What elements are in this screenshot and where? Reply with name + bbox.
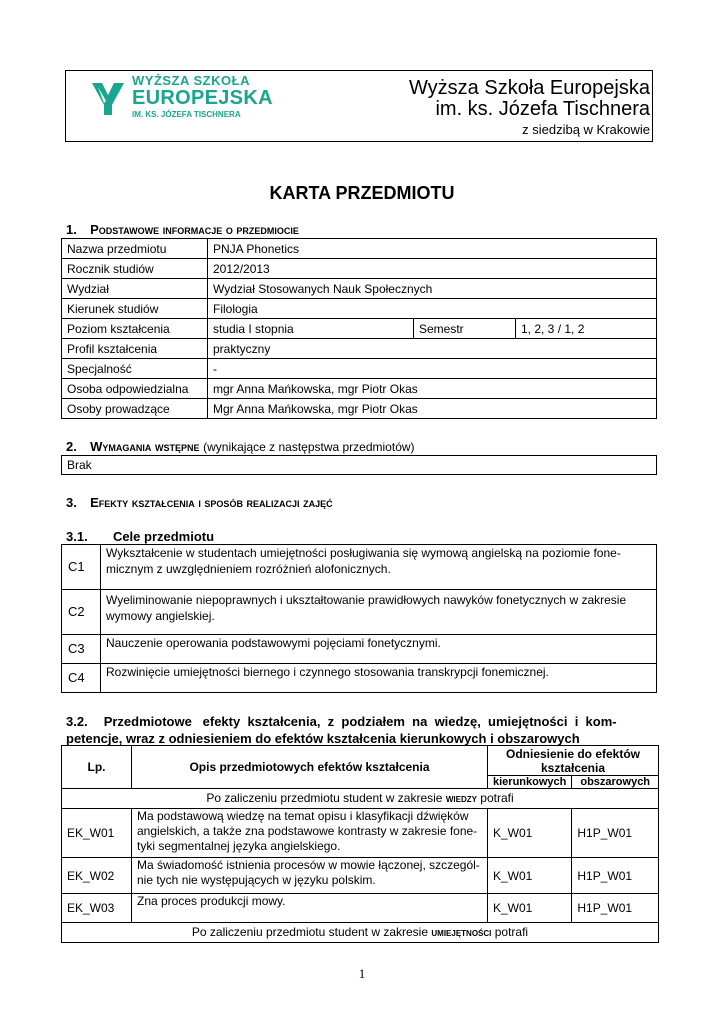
effect-id: EK_W01 bbox=[62, 809, 132, 858]
info-label: Rocznik studiów bbox=[62, 259, 208, 279]
goal-id: C3 bbox=[62, 635, 101, 664]
info-value: Mgr Anna Mańkowska, mgr Piotr Okas bbox=[208, 399, 657, 419]
effect-description: Ma podstawową wiedzę na temat opisu i klasyfikacji dźwięków angielskich, a także zna podstawowe kontrasty w zakresie fone- tyki segmentalnej języka angielskiego. bbox=[132, 809, 488, 858]
section3-number: 3. bbox=[66, 495, 77, 510]
section3-title: Efekty kształcenia i sposób realizacji zajęć bbox=[90, 495, 333, 510]
logo-text-line2: EUROPEJSKA bbox=[132, 87, 273, 109]
info-label: Poziom kształcenia bbox=[62, 319, 208, 339]
page-number: 1 bbox=[358, 966, 366, 981]
section3-heading bbox=[66, 495, 333, 510]
skills-caption: Po zaliczeniu przedmiotu student w zakresie umiejętności potrafi bbox=[62, 923, 659, 943]
university-location: z siedzibą w Krakowie bbox=[522, 122, 650, 137]
table-row bbox=[62, 259, 657, 279]
section2-note: (wynikające z następstwa przedmiotów) bbox=[203, 440, 415, 454]
goal-text: Wyeliminowanie niepoprawnych i ukształtowanie prawidłowych nawyków fonetycznych w zakresie wymowy angielskiej. bbox=[101, 590, 657, 635]
table-row bbox=[62, 379, 657, 399]
effect-description: Zna proces produkcji mowy. bbox=[132, 894, 488, 923]
table-row bbox=[62, 319, 657, 339]
info-value: - bbox=[208, 359, 657, 379]
column-header-reference: Odniesienie do efektów kształcenia bbox=[488, 746, 659, 776]
effect-directional-ref: K_W01 bbox=[488, 858, 572, 894]
prerequisites-box: Brak bbox=[61, 455, 657, 475]
table-row bbox=[62, 339, 657, 359]
table-row bbox=[62, 299, 657, 319]
skills-row bbox=[62, 923, 659, 943]
table-row bbox=[62, 590, 657, 635]
section2-title: Wymagania wstępne bbox=[90, 439, 200, 454]
university-logo bbox=[88, 73, 273, 125]
logo-text-line3: IM. KS. JÓZEFA TISCHNERA bbox=[132, 110, 241, 119]
goal-text: Wykształcenie w studentach umiejętności posługiwania się wymową angielską na poziomie fone- micznym z uwzględnieniem rozróżnień alofonicznych. bbox=[101, 545, 657, 590]
info-value: studia I stopnia bbox=[208, 319, 414, 339]
column-header-lp: Lp. bbox=[62, 746, 132, 789]
basic-info-table bbox=[61, 238, 657, 419]
info-label: Osoba odpowiedzialna bbox=[62, 379, 208, 399]
goal-id: C4 bbox=[62, 664, 101, 693]
effect-directional-ref: K_W01 bbox=[488, 809, 572, 858]
table-header-row bbox=[62, 746, 659, 776]
info-label: Osoby prowadzące bbox=[62, 399, 208, 419]
effect-area-ref: H1P_W01 bbox=[572, 809, 659, 858]
effect-area-ref: H1P_W01 bbox=[572, 858, 659, 894]
goal-text: Rozwinięcie umiejętności biernego i czynnego stosowania transkrypcji fonemicznej. bbox=[101, 664, 657, 693]
knowledge-row bbox=[62, 789, 659, 809]
goal-id: C2 bbox=[62, 590, 101, 635]
section1-number: 1. bbox=[66, 222, 77, 237]
table-row bbox=[62, 809, 659, 858]
column-header-directional: kierunkowych bbox=[488, 776, 572, 789]
column-header-area: obszarowych bbox=[572, 776, 659, 789]
info-value: 2012/2013 bbox=[208, 259, 657, 279]
section2-heading bbox=[66, 439, 415, 454]
section1-title: Podstawowe informacje o przedmiocie bbox=[90, 222, 299, 237]
info-label: Wydział bbox=[62, 279, 208, 299]
logo-emblem-icon bbox=[88, 77, 128, 117]
table-row bbox=[62, 279, 657, 299]
document-title: KARTA PRZEDMIOTU bbox=[269, 183, 455, 203]
effect-id: EK_W03 bbox=[62, 894, 132, 923]
effect-directional-ref: K_W01 bbox=[488, 894, 572, 923]
info-value: mgr Anna Mańkowska, mgr Piotr Okas bbox=[208, 379, 657, 399]
column-header-description: Opis przedmiotowych efektów kształcenia bbox=[132, 746, 488, 789]
section31-heading bbox=[66, 529, 214, 544]
section31-number: 3.1. bbox=[66, 529, 88, 544]
semester-value: 1, 2, 3 / 1, 2 bbox=[516, 319, 657, 339]
semester-label: Semestr bbox=[414, 319, 516, 339]
table-row bbox=[62, 545, 657, 590]
goal-id: C1 bbox=[62, 545, 101, 590]
table-row bbox=[62, 664, 657, 693]
section32-title-line2: petencje, wraz z odniesieniem do efektów kształcenia kierunkowych i obszarowych bbox=[66, 731, 580, 746]
effect-description: Ma świadomość istnienia procesów w mowie łączonej, szczegól- nie tych nie występujących w języku polskim. bbox=[132, 858, 488, 894]
section32-title-line1: Przedmiotowe efekty kształcenia, z podziałem na wiedzę, umiejętności i kom- bbox=[103, 714, 617, 729]
info-label: Profil kształcenia bbox=[62, 339, 208, 359]
university-name-line1: Wyższa Szkoła Europejska bbox=[408, 77, 650, 99]
section32-heading bbox=[66, 713, 617, 747]
goal-text: Nauczenie operowania podstawowymi pojęciami fonetycznymi. bbox=[101, 635, 657, 664]
section1-heading bbox=[66, 222, 299, 237]
table-row bbox=[62, 635, 657, 664]
info-label: Specjalność bbox=[62, 359, 208, 379]
goals-table bbox=[61, 544, 657, 693]
section32-number: 3.2. bbox=[66, 714, 88, 729]
info-value: Wydział Stosowanych Nauk Społecznych bbox=[208, 279, 657, 299]
effect-id: EK_W02 bbox=[62, 858, 132, 894]
info-value: Filologia bbox=[208, 299, 657, 319]
learning-effects-table bbox=[61, 745, 659, 943]
university-name-line2: im. ks. Józefa Tischnera bbox=[435, 98, 650, 120]
section2-number: 2. bbox=[66, 439, 77, 454]
table-row bbox=[62, 894, 659, 923]
knowledge-caption: Po zaliczeniu przedmiotu student w zakresie wiedzy potrafi bbox=[62, 789, 659, 809]
table-row bbox=[62, 359, 657, 379]
logo-text-line1: WYŻSZA SZKOŁA bbox=[132, 73, 250, 88]
effect-area-ref: H1P_W01 bbox=[572, 894, 659, 923]
info-value: praktyczny bbox=[208, 339, 657, 359]
table-row bbox=[62, 239, 657, 259]
info-value: PNJA Phonetics bbox=[208, 239, 657, 259]
table-row bbox=[62, 399, 657, 419]
table-row bbox=[62, 858, 659, 894]
info-label: Kierunek studiów bbox=[62, 299, 208, 319]
section31-title: Cele przedmiotu bbox=[112, 529, 215, 544]
info-label: Nazwa przedmiotu bbox=[62, 239, 208, 259]
